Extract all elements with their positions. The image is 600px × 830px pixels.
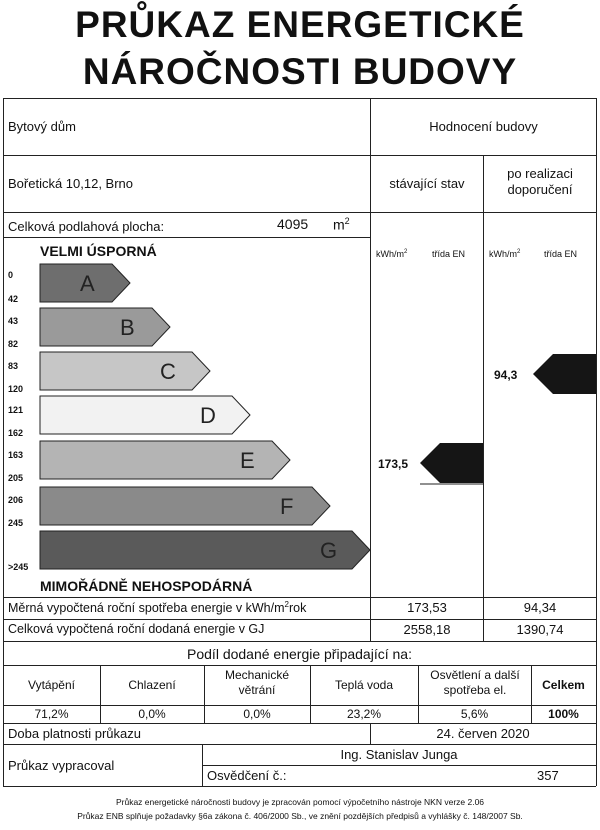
floor-area-value: 4095 — [277, 216, 309, 232]
after-value: 94,3 — [494, 368, 518, 382]
energy-class-letter-d: D — [200, 403, 216, 428]
total-energy-label: Celková vypočtená roční dodaná energie v GJ — [8, 622, 265, 636]
footer-line-2: Průkaz ENB splňuje požadavky §6a zákona č. 406/2000 Sb., ve znění pozdějších předpisů a vyhlášky č. 148/2007 Sb. — [77, 811, 523, 821]
floor-area-unit: $m^2$ — [333, 216, 350, 233]
current-rating-marker — [420, 443, 483, 483]
specific-energy-current: 173,53 — [407, 600, 447, 615]
share-col-total: Celkem — [542, 678, 585, 692]
range-a-from: 0 — [8, 270, 14, 280]
energy-class-letter-b: B — [120, 315, 135, 340]
share-val-cooling: 0,0% — [138, 707, 166, 721]
col-after-header: po realizaci doporučení — [507, 166, 573, 197]
share-val-ventilation: 0,0% — [243, 707, 271, 721]
range-g-from: >245 — [8, 562, 29, 572]
col-current-header: stávající stav — [389, 176, 465, 191]
total-energy-current: 2558,18 — [403, 622, 451, 637]
unit-label-current: kWh/$m^2$ — [376, 249, 408, 259]
range-b-to: 82 — [8, 339, 19, 349]
share-col-heating: Vytápění — [28, 678, 75, 692]
share-col-lighting: Osvětlení a další spotřeba el. — [430, 668, 520, 697]
building-address: Bořetická 10,12, Brno — [8, 176, 134, 191]
range-d-from: 121 — [8, 405, 24, 415]
current-value: 173,5 — [378, 457, 409, 471]
validity-value: 24. červen 2020 — [436, 726, 530, 741]
range-a-to: 42 — [8, 294, 19, 304]
certificate-label: Osvědčení č.: — [207, 768, 287, 783]
building-type: Bytový dům — [8, 119, 76, 134]
energy-class-letter-e: E — [240, 448, 255, 473]
energy-class-arrow-c — [40, 352, 210, 390]
total-energy-after: 1390,74 — [516, 622, 564, 637]
author-label: Průkaz vypracoval — [8, 758, 115, 773]
share-col-cooling: Chlazení — [128, 678, 176, 692]
class-label-current: třída EN — [432, 249, 466, 259]
specific-energy-label: Měrná vypočtená roční spotřeba energie v kWh/$m^2rok$ — [8, 600, 307, 616]
rating-header: Hodnocení budovy — [429, 119, 538, 134]
range-f-to: 245 — [8, 518, 24, 528]
range-b-from: 43 — [8, 316, 19, 326]
range-e-to: 205 — [8, 473, 24, 483]
page-title-line-2: NÁROČNOSTI BUDOVY — [82, 51, 518, 92]
share-col-ventilation: Mechanické větrání — [224, 668, 290, 697]
footer-line-1: Průkaz energetické náročnosti budovy je zpracován pomocí výpočetního nástroje NKN verze 2.06 — [115, 797, 485, 807]
share-val-total: 100% — [548, 707, 579, 721]
scale-top-label: VELMI ÚSPORNÁ — [40, 243, 157, 259]
range-d-to: 162 — [8, 428, 24, 438]
energy-class-letter-g: G — [320, 538, 338, 563]
author-name: Ing. Stanislav Junga — [340, 747, 458, 762]
share-val-hot-water: 23,2% — [346, 707, 382, 721]
share-val-heating: 71,2% — [34, 707, 69, 721]
unit-label-after: kWh/$m^2$ — [489, 249, 521, 259]
share-val-lighting: 5,6% — [460, 707, 489, 721]
range-f-from: 206 — [8, 495, 24, 505]
scale-bottom-label: MIMOŘÁDNĚ NEHOSPODÁRNÁ — [40, 578, 253, 594]
energy-class-letter-a: A — [80, 271, 95, 296]
energy-class-letter-f: F — [280, 494, 294, 519]
certificate-value: 357 — [537, 768, 559, 783]
share-col-hot-water: Teplá voda — [334, 678, 394, 692]
class-label-after: třída EN — [544, 249, 578, 259]
energy-class-arrow-d — [40, 396, 250, 434]
range-c-from: 83 — [8, 361, 19, 371]
validity-label: Doba platnosti průkazu — [8, 726, 141, 741]
after-rating-marker — [533, 354, 596, 394]
range-c-to: 120 — [8, 384, 24, 394]
specific-energy-after: 94,34 — [523, 600, 557, 615]
floor-area-label: Celková podlahová plocha: — [8, 219, 165, 234]
page-title-line-1: PRŮKAZ ENERGETICKÉ — [75, 4, 525, 45]
shares-header: Podíl dodané energie připadající na: — [187, 646, 412, 662]
range-e-from: 163 — [8, 450, 24, 460]
energy-class-arrow-b — [40, 308, 170, 346]
energy-class-letter-c: C — [160, 359, 176, 384]
